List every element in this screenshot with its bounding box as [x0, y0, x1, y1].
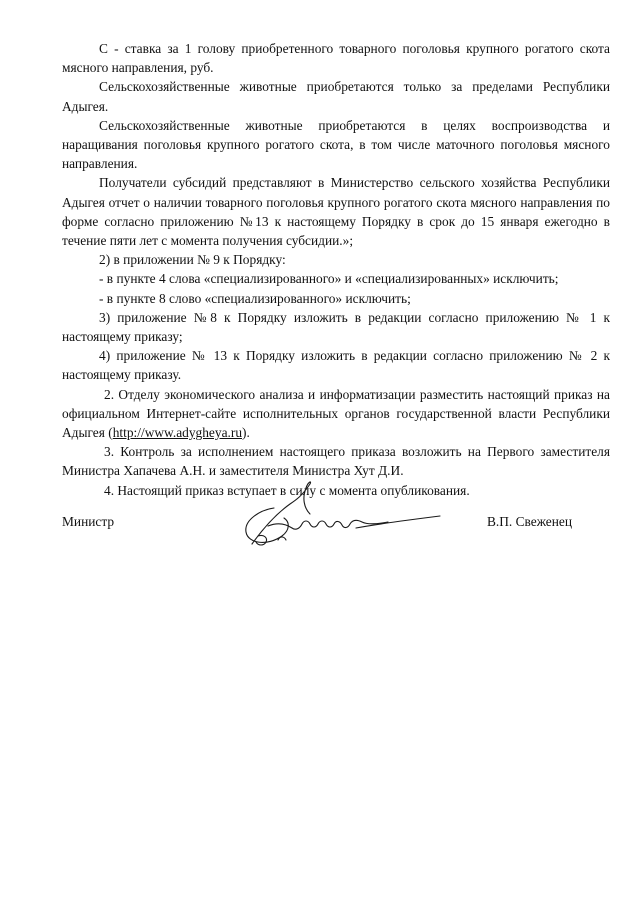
paragraph-rate-definition: С - ставка за 1 голову приобретенного товарного поголовья крупного рогатого скота мясного направления, руб.: [62, 41, 610, 76]
government-portal-link[interactable]: http://www.adygheya.ru: [112, 425, 243, 441]
paragraph-report-requirement: Получатели субсидий представляют в Министерство сельского хозяйства Республики Адыгея отчет о наличии товарного поголовья крупного рогатого скота мясного направления по форме согласно приложению №13 к настоящему Порядку в срок до 15 января ежегодно в течение пяти лет с момента получения субсидии.»;: [62, 175, 610, 249]
paragraph-order-item-2: [62, 385, 610, 443]
paragraph-item-2-annex9: 2) в приложении № 9 к Порядку:: [99, 252, 286, 268]
handwritten-signature-image: [238, 474, 448, 558]
order-item-2-text: 2. Отделу экономического анализа и информатизации разместить настоящий приказ на официальном Интернет-сайте исполнительных органов государственной власти Республики Адыгея (: [62, 386, 610, 441]
signatory-title: Министр: [62, 514, 115, 529]
paragraph-purchase-location: Сельскохозяйственные животные приобретаются только за пределами Республики Адыгея.: [62, 79, 610, 114]
paragraph-annex9-point4: - в пункте 4 слова «специализированного» и «специализированных» исключить;: [99, 271, 559, 287]
paragraph-order-item-3: 3. Контроль за исполнением настоящего приказа возложить на Первого заместителя Министра Хапачева А.Н. и заместителя Министра Хут Д.И.: [62, 444, 610, 479]
order-item-2-tail: ).: [242, 425, 250, 441]
paragraph-purchase-purpose: Сельскохозяйственные животные приобретаются в целях воспроизводства и наращивания поголовья крупного рогатого скота, в том числе маточного поголовья мясного направления.: [62, 117, 610, 172]
signatory-name: В.П. Свеженец: [486, 514, 572, 529]
paragraph-annex9-point8: - в пункте 8 слово «специализированного» исключить;: [99, 290, 411, 306]
paragraph-order-item-4: 4. Настоящий приказ вступает в силу с момента опубликования.: [104, 482, 470, 498]
document-body: [62, 39, 610, 500]
paragraph-item-3-annex8: 3) приложение №8 к Порядку изложить в редакции согласно приложению № 1 к настоящему приказу;: [62, 309, 610, 345]
paragraph-item-4-annex13: 4) приложение № 13 к Порядку изложить в редакции согласно приложению № 2 к настоящему приказу.: [62, 348, 610, 383]
